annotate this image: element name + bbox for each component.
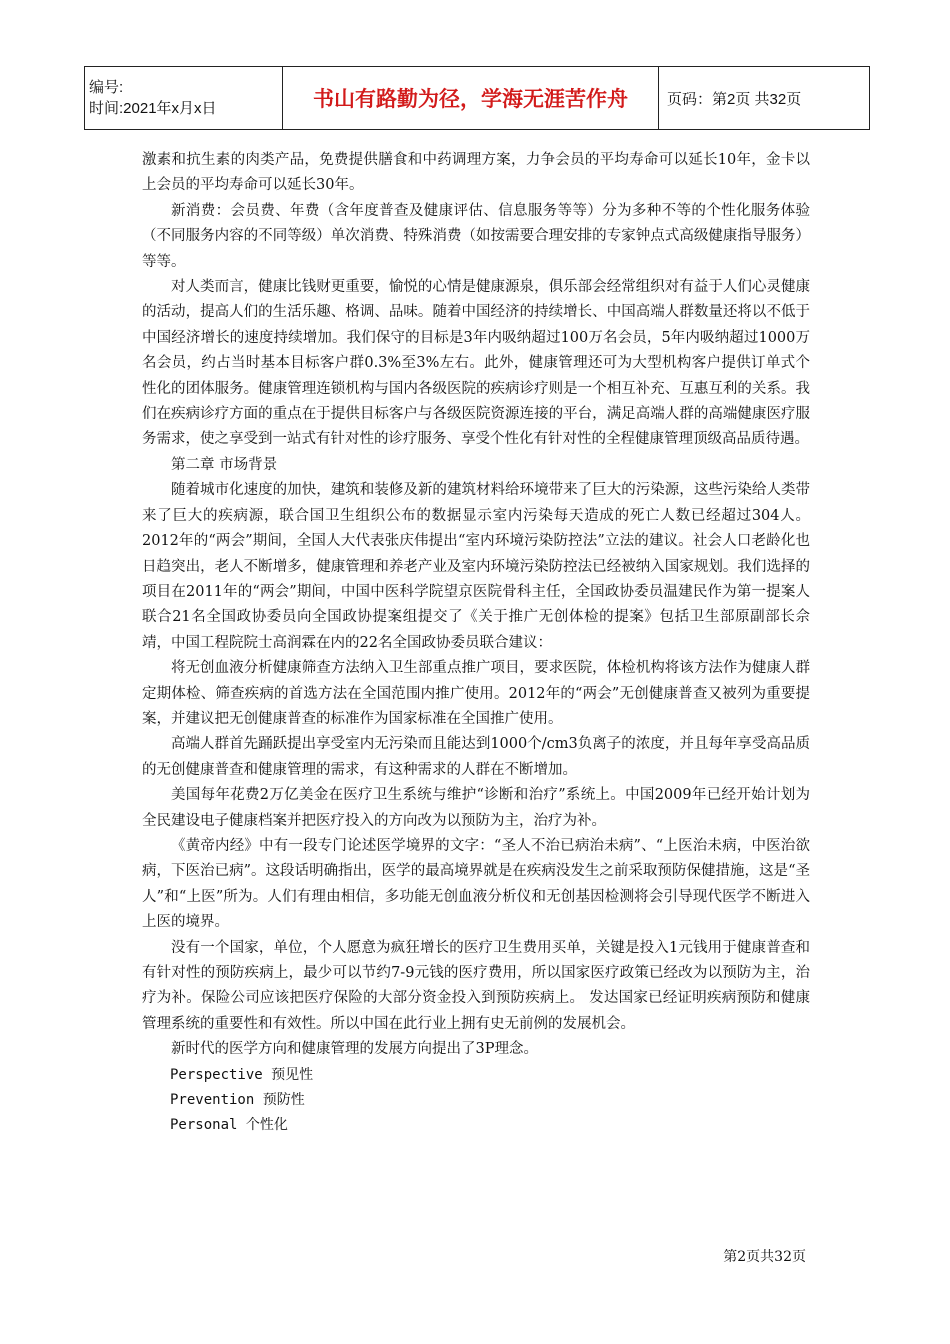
paragraph-prevention-economics: 没有一个国家，单位，个人愿意为疯狂增长的医疗卫生费用买单，关键是投入1元钱用于健康普查和有针对性的预防疾病上，最少可以节约7-9元钱的医疗费用，所以国家医疗政策已经改为以预防为主，治疗为补。保险公司应该把医疗保险的大部分资金投入到预防疾病上。 发达国家已经证明疾病预防和健康管理系统的重要性和有效性。所以中国在此行业上拥有史无前例的发展机会。 bbox=[142, 939, 810, 1032]
paragraph-health-importance: 对人类而言，健康比钱财更重要，愉悦的心情是健康源泉，俱乐部会经常组织对有益于人们心灵健康的活动，提高人们的生活乐趣、格调、品味。随着中国经济的持续增长、中国高端人群数量还将以不低于中国经济增长的速度持续增加。我们保守的目标是3年内吸纳超过100万名会员，5年内吸纳超过1000万名会员，约占当时基本目标客户群0.3%至3%左右。此外，健康管理还可为大型机构客户提供订单式个性化的团体服务。健康管理连锁机构与国内各级医院的疾病诊疗则是一个相互补充、互惠互利的关系。我们在疾病诊疗方面的重点在于提供目标客户与各级医院资源连接的平台，满足高端人群的高端健康医疗服务需求，使之享受到一站式有针对性的诊疗服务、享受个性化有针对性的全程健康管理顶级高品质待遇。 bbox=[142, 279, 810, 448]
header-info-cell bbox=[85, 67, 283, 129]
paragraph-noninvasive-screening: 将无创血液分析健康筛查方法纳入卫生部重点推广项目，要求医院，体检机构将该方法作为健康人群定期体检、筛查疾病的首选方法在全国范围内推广使用。2012年的“两会”无创健康普查又被列为重要提案，并建议把无创健康普查的标准作为国家标准在全国推广使用。 bbox=[142, 660, 810, 727]
document-time-label: 时间:2021年x月x日 bbox=[89, 100, 217, 117]
paragraph-us-spending: 美国每年花费2万亿美金在医疗卫生系统与维护“诊断和治疗”系统上。中国2009年已经开始计划为全民建设电子健康档案并把医疗投入的方向改为以预防为主，治疗为补。 bbox=[142, 787, 810, 829]
header-page-number: 页码：第2页 共32页 bbox=[667, 90, 802, 108]
document-body bbox=[142, 148, 810, 1139]
header-page-cell bbox=[659, 67, 869, 129]
header-motto: 书山有路勤为径，学海无涯苦作舟 bbox=[313, 87, 628, 111]
paragraph-continued: 激素和抗生素的肉类产品，免费提供膳食和中药调理方案，力争会员的平均寿命可以延长10年，金卡以上会员的平均寿命可以延长30年。 bbox=[142, 152, 810, 194]
page-footer: 第2页共32页 bbox=[723, 1249, 806, 1265]
header-motto-cell bbox=[283, 67, 659, 129]
list-item-perspective: Perspective 预见性 bbox=[170, 1066, 314, 1083]
paragraph-huangdi-neijing: 《黄帝内经》中有一段专门论述医学境界的文字：“圣人不治已病治未病”、“上医治未病，中医治欲病，下医治已病”。这段话明确指出，医学的最高境界就是在疾病没发生之前采取预防保健措施，这是“圣人”和“上医”所为。人们有理由相信，多功能无创血液分析仪和无创基因检测将会引导现代医学不断进入上医的境界。 bbox=[142, 837, 810, 931]
paragraph-urbanization: 随着城市化速度的加快，建筑和装修及新的建筑材料给环境带来了巨大的污染源，这些污染给人类带来了巨大的疾病源，联合国卫生组织公布的数据显示室内污染每天造成的死亡人数已经超过304人。2012年的“两会”期间，全国人大代表张庆伟提出“室内环境污染防控法”立法的建议。社会人口老龄化也日趋突出，老人不断增多，健康管理和养老产业及室内环境污染防控法已经被纳入国家规划。我们选择的项目在2011年的“两会”期间，中国中医科学院望京医院骨科主任，全国政协委员温建民作为第一提案人联合21名全国政协委员向全国政协提案组提交了《关于推广无创体检的提案》包括卫生部原副部长佘靖，中国工程院院士高润霖在内的22名全国政协委员联合建议： bbox=[142, 482, 810, 651]
paragraph-high-end-demand: 高端人群首先踊跃提出享受室内无污染而且能达到1000个/cm3负离子的浓度，并且每年享受高品质的无创健康普查和健康管理的需求，有这种需求的人群在不断增加。 bbox=[142, 736, 810, 778]
chapter-heading: 第二章 市场背景 bbox=[171, 456, 278, 473]
list-item-personal: Personal 个性化 bbox=[170, 1117, 288, 1134]
page-header bbox=[84, 66, 870, 130]
paragraph-3p-intro: 新时代的医学方向和健康管理的发展方向提出了3P理念。 bbox=[171, 1041, 538, 1058]
paragraph-new-consumption: 新消费：会员费、年费（含年度普查及健康评估、信息服务等等）分为多种不等的个性化服务体验（不同服务内容的不同等级）单次消费、特殊消费（如按需要合理安排的专家钟点式高级健康指导服务）等等。 bbox=[142, 202, 810, 270]
document-number-label: 编号: bbox=[89, 79, 124, 96]
list-item-prevention: Prevention 预防性 bbox=[170, 1092, 305, 1109]
